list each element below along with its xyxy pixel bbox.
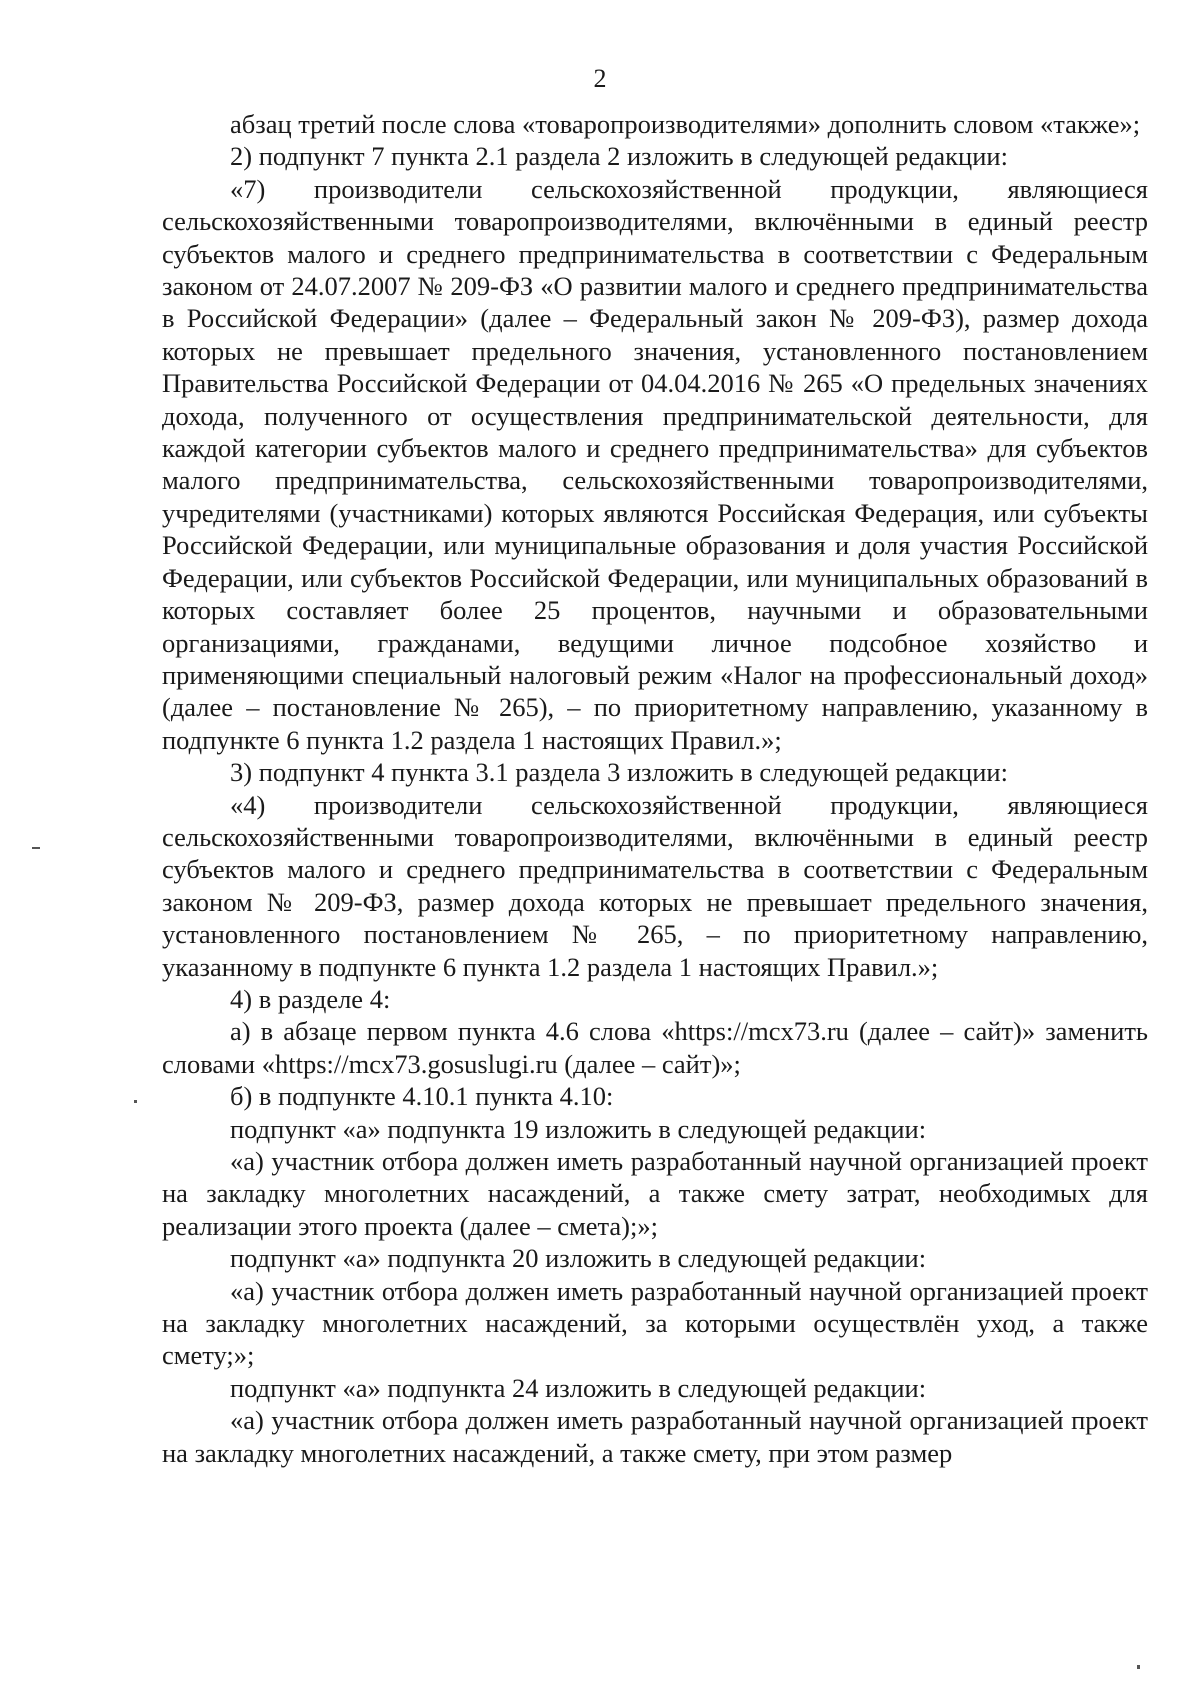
paragraph-subitem-19-text: «а) участник отбора должен иметь разработанный научной организацией проект на закладку многолетних насаждений, а также смету затрат, необходимых для реализации этого проекта (далее – смета);»;: [162, 1146, 1148, 1241]
paragraph-subitem-20-heading: подпункт «а» подпункта 20 изложить в следующей редакции:: [230, 1243, 927, 1274]
paragraph-subitem-19-heading: подпункт «а» подпункта 19 изложить в следующей редакции:: [230, 1113, 927, 1144]
paragraph-item-4b: б) в подпункте 4.10.1 пункта 4.10:: [230, 1081, 614, 1112]
document-body: [162, 108, 1148, 1469]
paragraph-item-3-text: «4) производители сельскохозяйственной продукции, являющиеся сельскохозяйственными товаропроизводителями, включёнными в единый реестр субъектов малого и среднего предпринимательства в соответствии с Федеральным законом № 209-ФЗ, размер дохода которых не превышает предельного значения, установленного постановлением № 265, – по приоритетному направлению, указанному в подпункте 6 пункта 1.2 раздела 1 настоящих Правил.»;: [162, 789, 1148, 982]
page-number: 2: [593, 64, 607, 93]
scan-speck: [134, 1100, 137, 1103]
paragraph-item-2-heading: 2) подпункт 7 пункта 2.1 раздела 2 изложить в следующей редакции:: [230, 141, 1008, 172]
paragraph-item-3-heading: 3) подпункт 4 пункта 3.1 раздела 3 изложить в следующей редакции:: [230, 757, 1008, 788]
paragraph-item-4a: а) в абзаце первом пункта 4.6 слова «https://mcx73.ru (далее – сайт)» заменить словами «https://mcx73.gosuslugi.ru (далее – сайт)»;: [162, 1016, 1148, 1079]
paragraph-item-4-heading: 4) в разделе 4:: [230, 983, 391, 1014]
paragraph-subitem-20-text: «а) участник отбора должен иметь разработанный научной организацией проект на закладку многолетних насаждений, за которыми осуществлён уход, а также смету;»;: [162, 1275, 1148, 1371]
paragraph-subitem-24-text: «а) участник отбора должен иметь разработанный научной организацией проект на закладку многолетних насаждений, а также смету, при этом размер: [162, 1405, 1148, 1468]
paragraph-first-para-continuation: абзац третий после слова «товаропроизводителями» дополнить словом «также»;: [230, 109, 1141, 139]
scan-margin-mark: [32, 847, 40, 849]
paragraph-item-2-text: «7) производители сельскохозяйственной продукции, являющиеся сельскохозяйственными товаропроизводителями, включёнными в единый реестр субъектов малого и среднего предпринимательства в соответствии с Федеральным законом от 24.07.2007 № 209-ФЗ «О развитии малого и среднего предпринимательства в Российской Федерации» (далее – Федеральный закон № 209-ФЗ), размер дохода которых не превышает предельного значения, установленного постановлением Правительства Российской Федерации от 04.04.2016 № 265 «О предельных значениях дохода, полученного от осуществления предпринимательской деятельности, для каждой категории субъектов малого и среднего предпринимательства» для субъектов малого предпринимательства, сельскохозяйственными товаропроизводителями, учредителями (участниками) которых являются Российская Федерация, или субъекты Российской Федерации, или муниципальные образования и доля участия Российской Федерации, или субъектов Российской Федерации, или муниципальных образований в которых составляет более 25 процентов, научными и образовательными организациями, гражданами, ведущими личное подсобное хозяйство и применяющими специальный налоговый режим «Налог на профессиональный доход» (далее – постановление № 265), – по приоритетному направлению, указанному в подпункте 6 пункта 1.2 раздела 1 настоящих Правил.»;: [162, 173, 1148, 755]
paragraph-subitem-24-heading: подпункт «а» подпункта 24 изложить в следующей редакции:: [230, 1372, 927, 1403]
scan-speck: [1137, 1665, 1140, 1669]
